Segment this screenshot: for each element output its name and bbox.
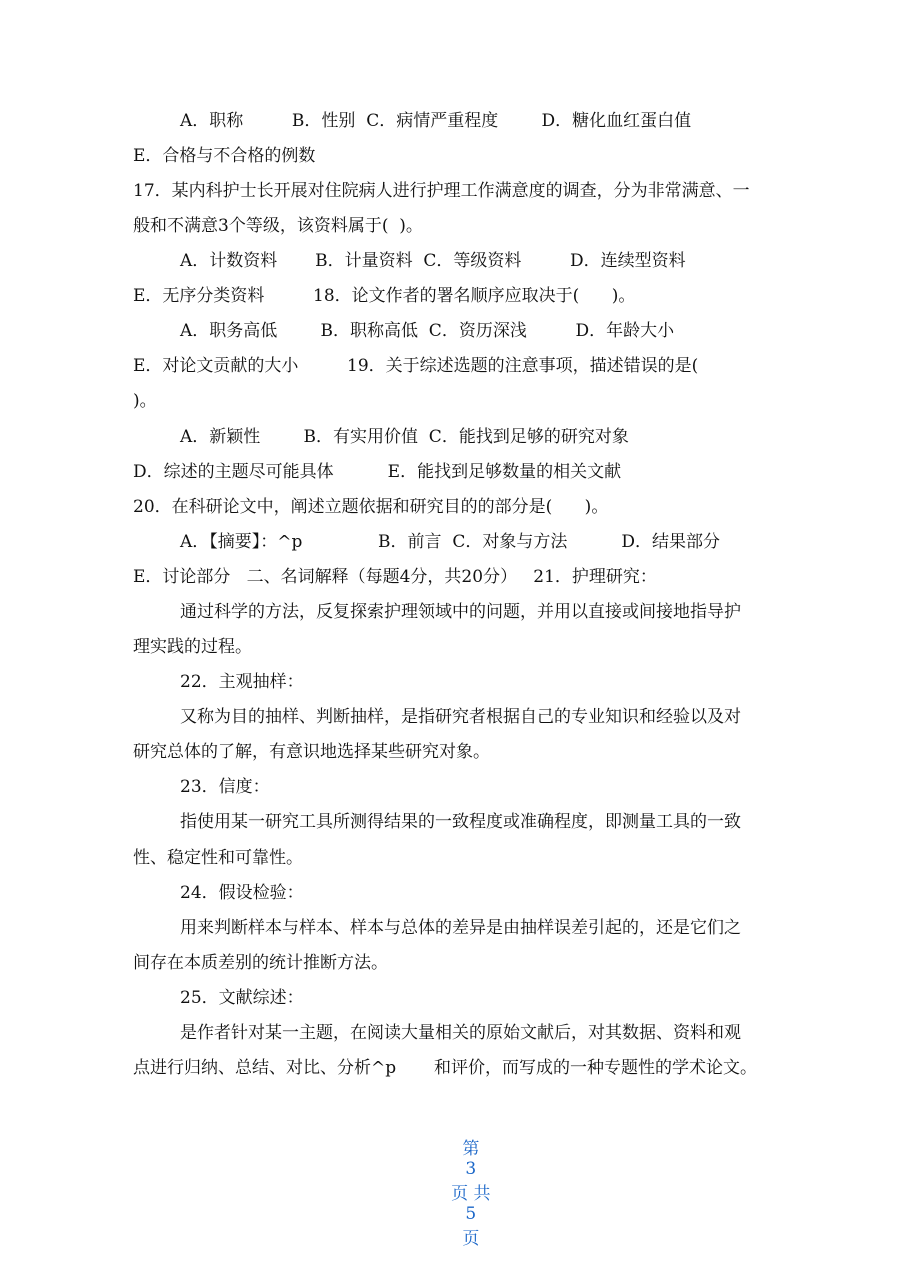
definition-text: 理实践的过程。 <box>133 637 252 657</box>
definition-text: 点进行归纳、总结、对比、分析^p 和评价，而写成的一种专题性的学术论文。 <box>133 1058 757 1078</box>
question-17-cont: 般和不满意3个等级，该资料属于( )。 <box>133 216 423 236</box>
page-footer <box>0 1114 920 1269</box>
question-19: E．对论文贡献的大小 19．关于综述选题的注意事项，描述错误的是( <box>133 356 699 376</box>
definition-text: 又称为目的抽样、判断抽样，是指研究者根据自己的专业知识和经验以及对 <box>180 707 741 727</box>
footer-prefix: 第 <box>462 1139 480 1159</box>
question-20: 20．在科研论文中，阐述立题依据和研究目的的部分是( )。 <box>133 497 609 517</box>
section-heading-line: E．讨论部分 二、名词解释（每题4分，共20分） 21．护理研究： <box>133 567 657 587</box>
option-line: A．职称 B．性别 C．病情严重程度 D．糖化血红蛋白值 <box>180 111 692 131</box>
option-line: A．计数资料 B．计量资料 C．等级资料 D．连续型资料 <box>180 251 686 271</box>
option-line: D．综述的主题尽可能具体 E．能找到足够数量的相关文献 <box>133 462 622 482</box>
question-19-cont: )。 <box>133 391 157 411</box>
total-pages: 5 <box>465 1204 477 1224</box>
definition-text: 是作者针对某一主题，在阅读大量相关的原始文献后，对其数据、资料和观 <box>180 1023 741 1043</box>
definition-text: 用来判断样本与样本、样本与总体的差异是由抽样误差引起的，还是它们之 <box>180 918 741 938</box>
definition-text: 间存在本质差别的统计推断方法。 <box>133 953 388 973</box>
footer-suffix: 页 <box>462 1229 480 1249</box>
definition-text: 指使用某一研究工具所测得结果的一致程度或准确程度，即测量工具的一致 <box>180 812 741 832</box>
option-line: A．职务高低 B．职称高低 C．资历深浅 D．年龄大小 <box>180 321 675 341</box>
option-line: A．新颖性 B．有实用价值 C．能找到足够的研究对象 <box>180 427 629 447</box>
term-heading: 23．信度： <box>180 777 270 797</box>
question-17: 17．某内科护士长开展对住院病人进行护理工作满意度的调查，分为非常满意、一 <box>133 181 750 201</box>
term-heading: 22．主观抽样： <box>180 672 304 692</box>
definition-text: 研究总体的了解，有意识地选择某些研究对象。 <box>133 742 490 762</box>
term-heading: 24．假设检验： <box>180 883 304 903</box>
option-line: E．合格与不合格的例数 <box>133 146 316 166</box>
definition-text: 通过科学的方法，反复探索护理领域中的问题，并用以直接或间接地指导护 <box>180 602 741 622</box>
current-page-number: 3 <box>465 1159 477 1179</box>
question-18: E．无序分类资料 18．论文作者的署名顺序应取决于( )。 <box>133 286 636 306</box>
term-heading: 25．文献综述： <box>180 988 304 1008</box>
definition-text: 性、稳定性和可靠性。 <box>133 848 303 868</box>
footer-middle: 页 共 <box>451 1184 491 1204</box>
option-line: A．【摘要】：^p B．前言 C．对象与方法 D．结果部分 <box>180 532 721 552</box>
